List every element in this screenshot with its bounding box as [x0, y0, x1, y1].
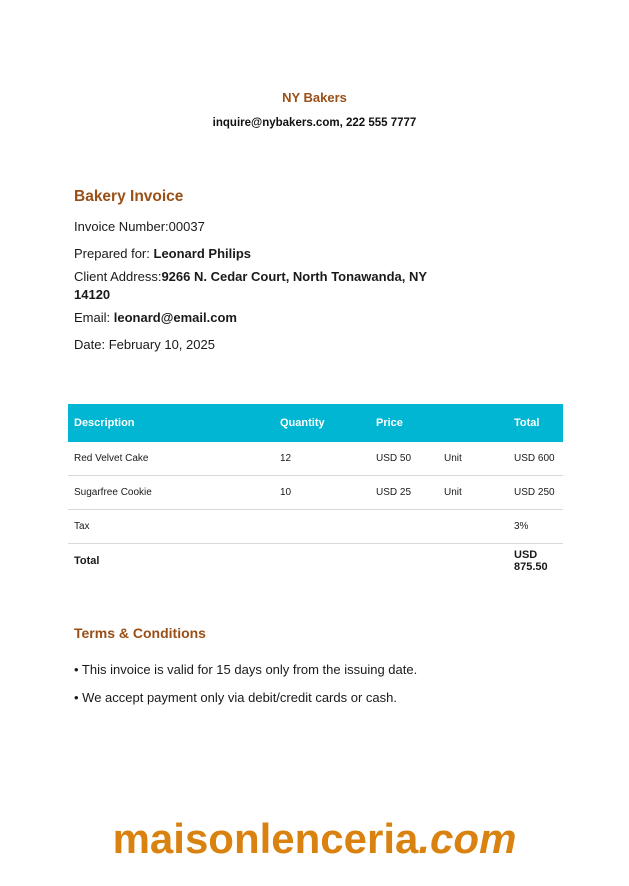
header-quantity: Quantity	[280, 417, 325, 429]
header-description: Description	[74, 417, 135, 429]
row-price: USD 50	[370, 442, 438, 476]
header-total: Total	[514, 417, 540, 429]
client-address-label: Client Address:	[74, 269, 162, 284]
invoice-number: 00037	[168, 219, 205, 234]
row-description: Tax	[68, 510, 274, 544]
watermark-logo	[0, 815, 629, 863]
table-row	[68, 476, 563, 510]
row-quantity	[274, 510, 370, 544]
header-price: Price	[376, 417, 403, 429]
company-name: NY Bakers	[282, 90, 347, 105]
invoice-title: Bakery Invoice	[74, 188, 184, 205]
row-unit: Unit	[438, 442, 508, 476]
client-address-line	[74, 268, 454, 304]
row-price	[370, 510, 438, 544]
row-price: USD 25	[370, 476, 438, 510]
date-line	[74, 336, 215, 354]
client-email: leonard@email.com	[113, 310, 237, 325]
row-quantity: 12	[274, 442, 370, 476]
row-unit	[438, 510, 508, 544]
terms-item: • We accept payment only via debit/credit cards or cash.	[74, 690, 397, 705]
invoice-date: February 10, 2025	[108, 337, 215, 352]
row-total: USD 250	[508, 476, 563, 510]
row-description: Red Velvet Cake	[68, 442, 274, 476]
client-address: 9266 N. Cedar Court, North Tonawanda, NY 14120	[74, 269, 427, 302]
prepared-for-line	[74, 245, 251, 263]
row-total: 3%	[508, 510, 563, 544]
email-label: Email:	[74, 310, 111, 325]
date-label: Date:	[74, 337, 106, 352]
invoice-number-line	[74, 218, 205, 236]
invoice-items-table	[68, 404, 563, 578]
terms-title: Terms & Conditions	[74, 625, 206, 641]
watermark-main: maisonlenceria	[112, 815, 419, 862]
email-line	[74, 309, 237, 327]
total-value: USD 875.50	[514, 549, 548, 573]
invoice-number-label: Invoice Number:	[74, 219, 169, 234]
watermark-suffix: .com	[418, 815, 517, 862]
row-quantity: 10	[274, 476, 370, 510]
table-row	[68, 510, 563, 544]
company-contact: inquire@nybakers.com, 222 555 7777	[212, 117, 417, 129]
client-name: Leonard Philips	[153, 246, 252, 261]
total-row	[68, 544, 563, 579]
table-header-row	[68, 404, 563, 442]
row-unit: Unit	[438, 476, 508, 510]
table-row	[68, 442, 563, 476]
total-label: Total	[74, 555, 100, 567]
terms-item: • This invoice is valid for 15 days only from the issuing date.	[74, 662, 418, 677]
prepared-for-label: Prepared for:	[74, 246, 150, 261]
row-total: USD 600	[508, 442, 563, 476]
row-description: Sugarfree Cookie	[68, 476, 274, 510]
header-unit	[438, 404, 508, 442]
